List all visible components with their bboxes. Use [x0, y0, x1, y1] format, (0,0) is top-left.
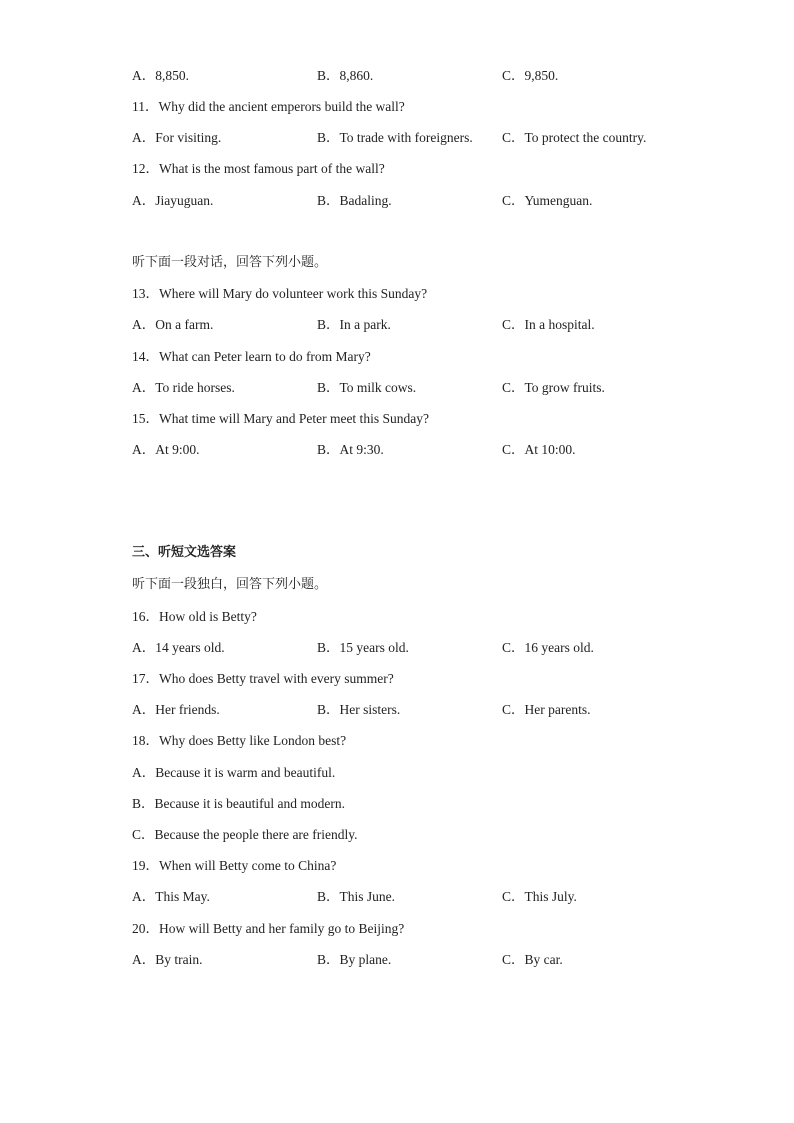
q19-stem: 19．When will Betty come to China? — [132, 858, 337, 873]
q15-stem: 15．What time will Mary and Peter meet this Sunday? — [132, 411, 429, 426]
q12-option-c: C．Yumenguan. — [502, 193, 593, 208]
q13-option-a: A．On a farm. — [132, 317, 214, 332]
q15-option-b: B．At 9:30. — [317, 442, 384, 457]
q12-stem: 12．What is the most famous part of the wall? — [132, 161, 385, 176]
q19-option-b: B．This June. — [317, 889, 396, 904]
q17-option-b: B．Her sisters. — [317, 702, 401, 717]
q16-option-b: B．15 years old. — [317, 640, 409, 655]
q14-option-c: C．To grow fruits. — [502, 380, 605, 395]
q10-option-b: B．8,860. — [317, 68, 374, 83]
q14-stem: 14．What can Peter learn to do from Mary? — [132, 349, 371, 364]
q16-stem: 16．How old is Betty? — [132, 609, 257, 624]
dialogue-instruction: 听下面一段对话，回答下列小题。 — [132, 255, 328, 270]
q20-option-c: C．By car. — [502, 952, 563, 967]
q18-option-b: B．Because it is beautiful and modern. — [132, 796, 345, 811]
q18-stem: 18．Why does Betty like London best? — [132, 733, 347, 748]
q11-option-a: A．For visiting. — [132, 130, 222, 145]
q17-stem: 17．Who does Betty travel with every summer? — [132, 671, 394, 686]
q19-option-a: A．This May. — [132, 889, 210, 904]
q12-option-b: B．Badaling. — [317, 193, 392, 208]
q20-stem: 20．How will Betty and her family go to Beijing? — [132, 921, 405, 936]
q15-option-c: C．At 10:00. — [502, 442, 576, 457]
q20-option-b: B．By plane. — [317, 952, 392, 967]
q17-option-c: C．Her parents. — [502, 702, 591, 717]
q10-option-a: A．8,850. — [132, 68, 189, 83]
q12-option-a: A．Jiayuguan. — [132, 193, 214, 208]
q16-option-c: C．16 years old. — [502, 640, 594, 655]
monologue-instruction: 听下面一段独白，回答下列小题。 — [132, 577, 328, 592]
q18-option-a: A．Because it is warm and beautiful. — [132, 765, 336, 780]
section-3-title: 三、听短文选答案 — [132, 545, 237, 560]
q10-option-c: C．9,850. — [502, 68, 559, 83]
q17-option-a: A．Her friends. — [132, 702, 220, 717]
q11-option-b: B．To trade with foreigners. — [317, 130, 473, 145]
q18-option-c: C．Because the people there are friendly. — [132, 827, 358, 842]
q15-option-a: A．At 9:00. — [132, 442, 200, 457]
q19-option-c: C．This July. — [502, 889, 577, 904]
q13-stem: 13．Where will Mary do volunteer work this Sunday? — [132, 286, 428, 301]
q11-option-c: C．To protect the country. — [502, 130, 647, 145]
q20-option-a: A．By train. — [132, 952, 203, 967]
q16-option-a: A．14 years old. — [132, 640, 225, 655]
q11-stem: 11．Why did the ancient emperors build the wall? — [132, 99, 405, 114]
q14-option-b: B．To milk cows. — [317, 380, 417, 395]
q13-option-b: B．In a park. — [317, 317, 391, 332]
q13-option-c: C．In a hospital. — [502, 317, 595, 332]
q14-option-a: A．To ride horses. — [132, 380, 235, 395]
